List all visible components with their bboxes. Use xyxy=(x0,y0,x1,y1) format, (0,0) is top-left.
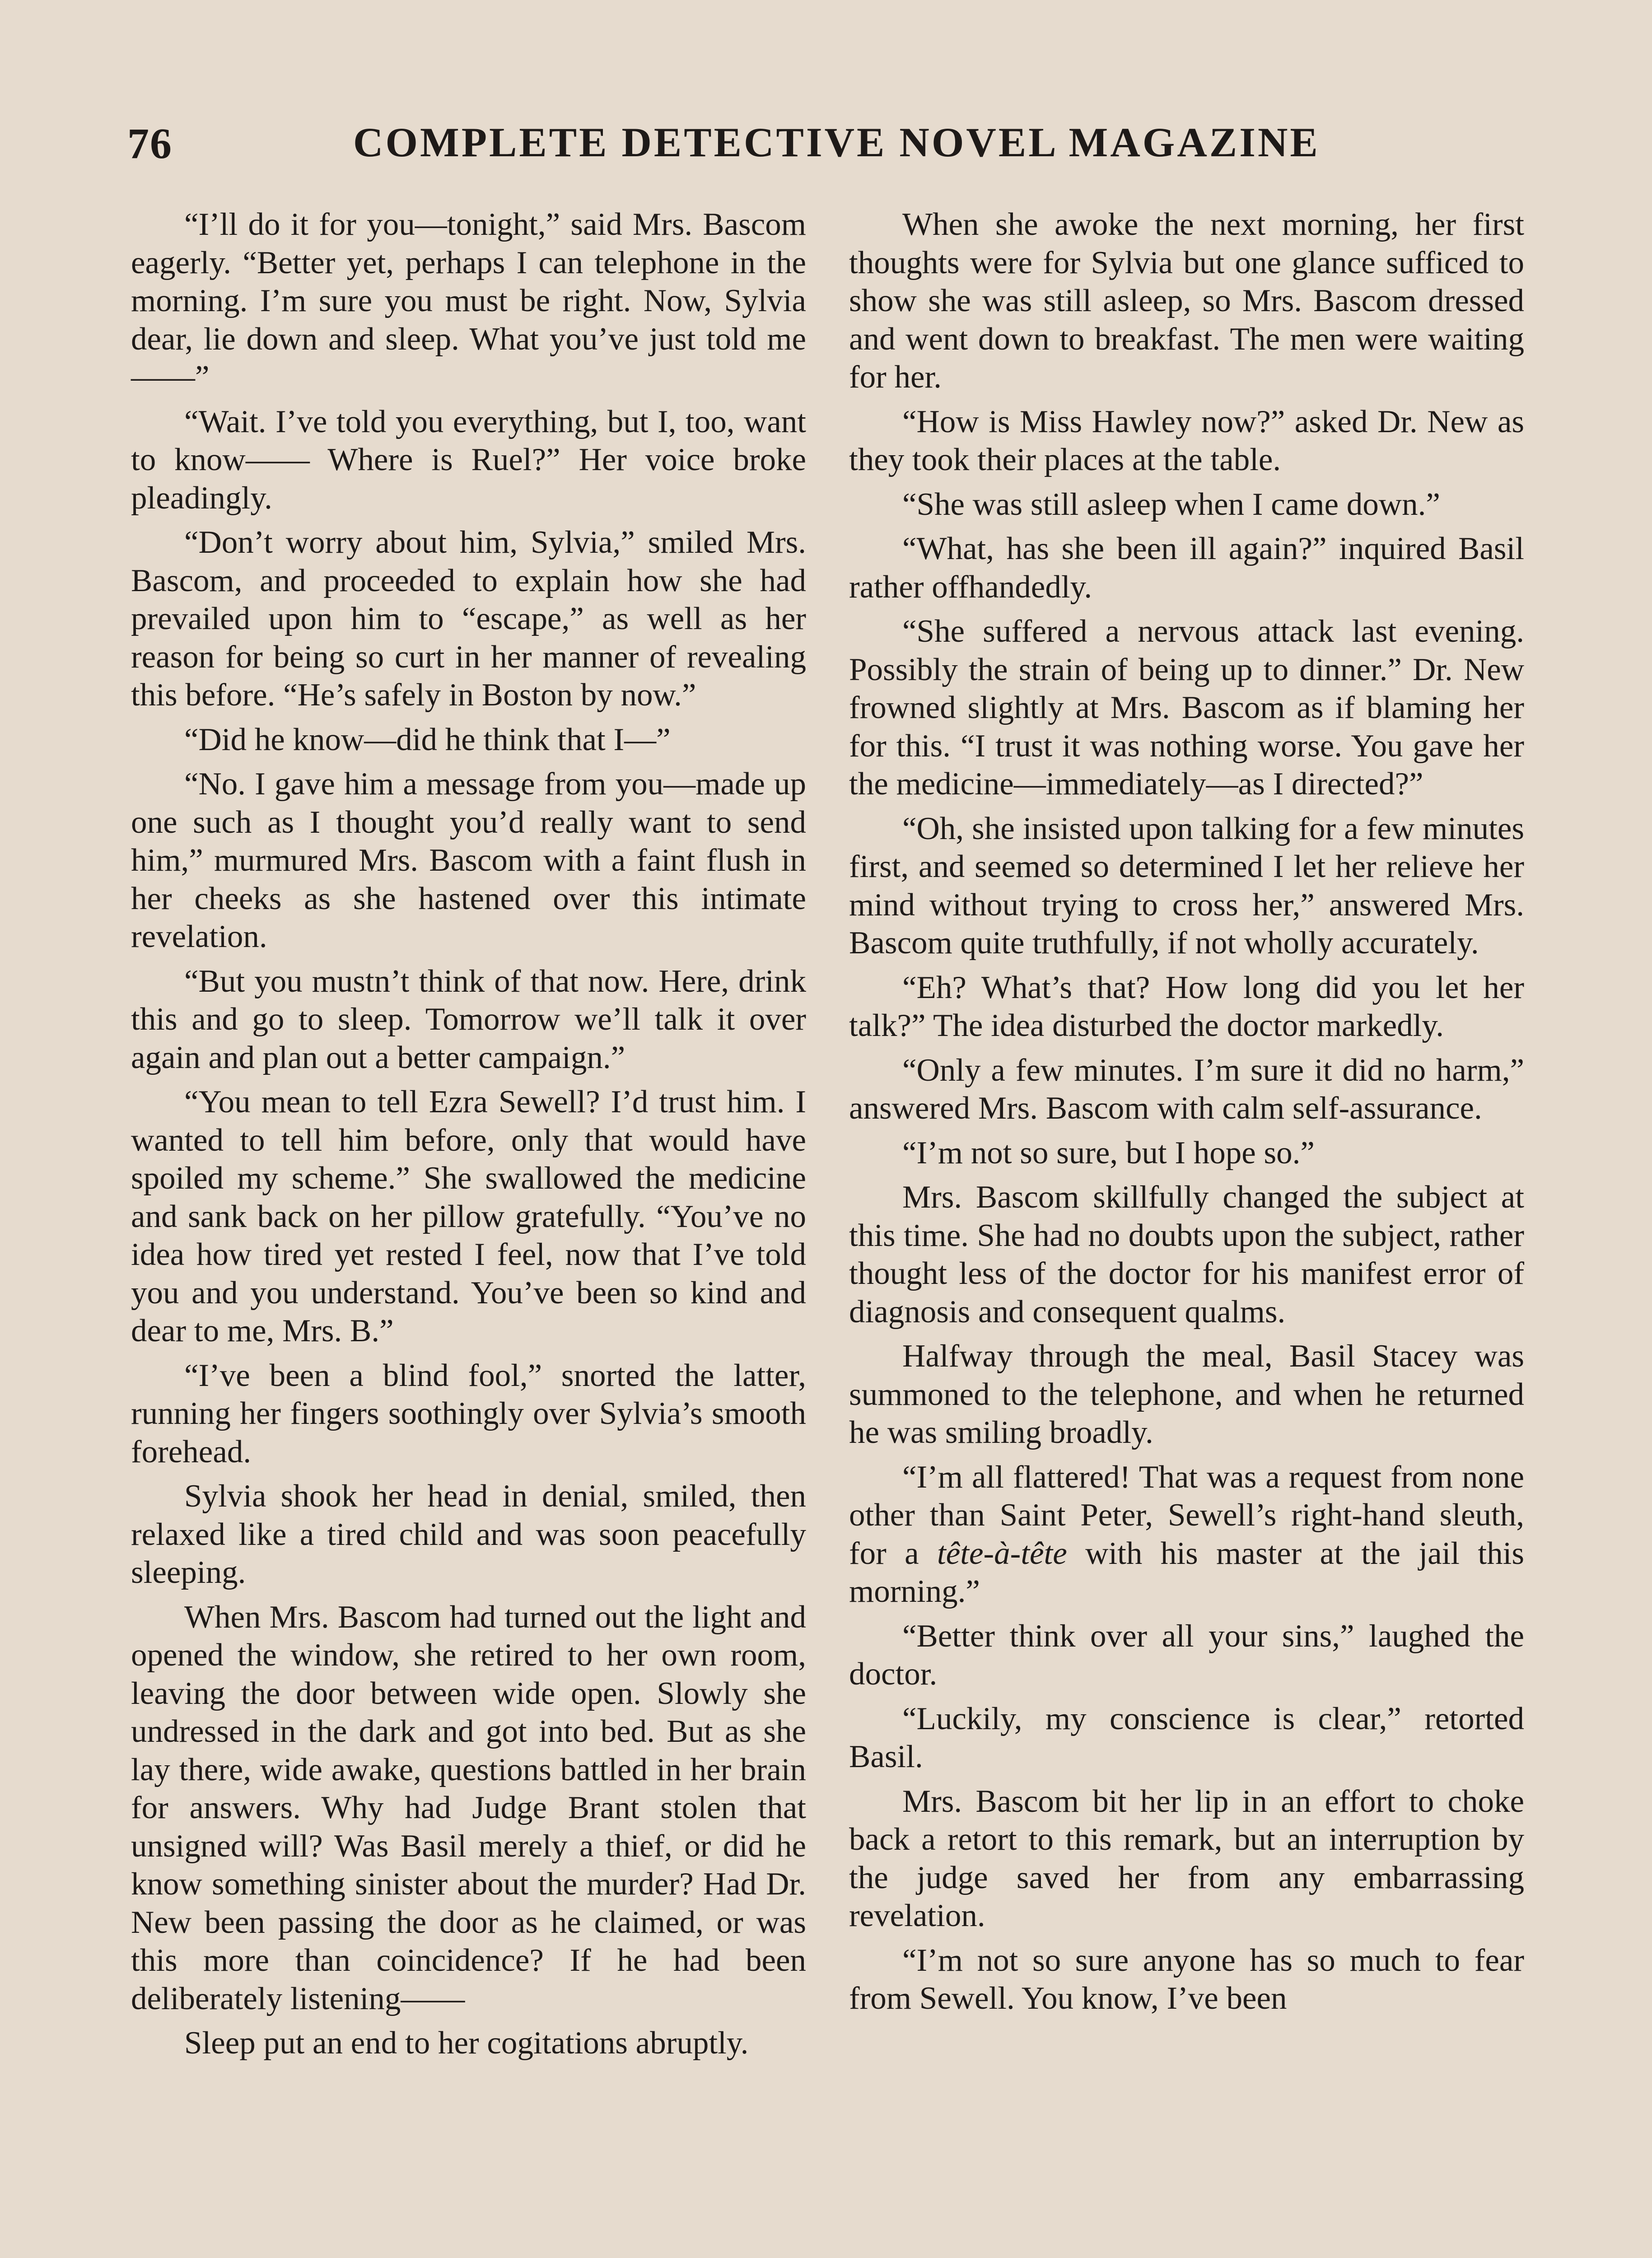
paragraph: Sleep put an end to her cogitations abruptly. xyxy=(184,2025,749,2061)
paragraph: “Eh? What’s that? How long did you let her talk?” The idea disturbed the doctor markedly. xyxy=(849,970,1524,1043)
right-column xyxy=(849,205,1524,2024)
paragraph: “She suffered a nervous attack last evening. Possibly the strain of being up to dinner.” Dr. New frowned slightly at Mrs. Bascom as if blaming her for this. “I trust it was nothing worse. You gave her the medicine—immediately—as I directed?” xyxy=(849,614,1524,802)
magazine-title: COMPLETE DETECTIVE NOVEL MAGAZINE xyxy=(353,119,1320,165)
text-run: with his master at the jail this morning.” xyxy=(849,1535,1524,1609)
paragraph: “Luckily, my conscience is clear,” retorted Basil. xyxy=(849,1701,1524,1774)
page-header xyxy=(127,118,1320,168)
paragraph: “I’ll do it for you—tonight,” said Mrs. Bascom eagerly. “Better yet, perhaps I can telephone in the morning. I’m sure you must be right. Now, Sylvia dear, lie down and sleep. What you’ve just told me——” xyxy=(131,207,806,395)
paragraph: Mrs. Bascom skillfully changed the subject at this time. She had no doubts upon the subject, rather thought less of the doctor for his manifest error of diagnosis and consequent qualms. xyxy=(849,1180,1524,1330)
page-number: 76 xyxy=(127,119,173,168)
paragraph: “She was still asleep when I came down.” xyxy=(902,486,1440,522)
italic-phrase: tête-à-tête xyxy=(937,1535,1067,1571)
paragraph: “Better think over all your sins,” laughed the doctor. xyxy=(849,1618,1524,1692)
paragraph: “Don’t worry about him, Sylvia,” smiled Mrs. Bascom, and proceeded to explain how she had prevailed upon him to “escape,” as well as her reason for being so curt in her manner of revealing this before. “He’s safely in Boston by now.” xyxy=(131,525,806,713)
paragraph: “How is Miss Hawley now?” asked Dr. New as they took their places at the table. xyxy=(849,404,1524,477)
paragraph: “Oh, she insisted upon talking for a few minutes first, and seemed so determined I let her relieve her mind without trying to cross her,” answered Mrs. Bascom quite truthfully, if not wholly accurately. xyxy=(849,811,1524,961)
paragraph: When Mrs. Bascom had turned out the light and opened the window, she retired to her own room, leaving the door between wide open. Slowly she undressed in the dark and got into bed. But as she lay there, wide awake, questions battled in her brain for answers. Why had Judge Brant stolen that unsigned will? Was Basil merely a thief, or did he know something sinister about the murder? Had Dr. New been passing the door as he claimed, or was this more than coincidence? If he had been deliberately listening—— xyxy=(131,1599,806,2016)
left-column xyxy=(131,205,806,2069)
paragraph: “What, has she been ill again?” inquired Basil rather offhandedly. xyxy=(849,531,1524,605)
paragraph: “But you mustn’t think of that now. Here, drink this and go to sleep. Tomorrow we’ll talk it over again and plan out a better campaign.” xyxy=(131,963,806,1075)
paragraph: Halfway through the meal, Basil Stacey was summoned to the telephone, and when he returned he was smiling broadly. xyxy=(849,1339,1524,1450)
paragraph: “Wait. I’ve told you everything, but I, too, want to know—— Where is Ruel?” Her voice broke pleadingly. xyxy=(131,404,806,516)
paragraph: “Only a few minutes. I’m sure it did no harm,” answered Mrs. Bascom with calm self-assurance. xyxy=(849,1052,1524,1126)
paragraph: “I’ve been a blind fool,” snorted the latter, running her fingers soothingly over Sylvia’s smooth forehead. xyxy=(131,1358,806,1470)
paragraph: Sylvia shook her head in denial, smiled, then relaxed like a tired child and was soon peacefully sleeping. xyxy=(131,1479,806,1590)
paragraph: Mrs. Bascom bit her lip in an effort to choke back a retort to this remark, but an interruption by the judge saved her from any embarrassing revelation. xyxy=(849,1783,1524,1933)
text-run: “I’m all flattered! That was a request from none other than Saint Peter, Sewell’s right-hand sleuth, for a xyxy=(849,1459,1524,1571)
paragraph: “I’m not so sure, but I hope so.” xyxy=(902,1135,1315,1171)
paragraph: “No. I gave him a message from you—made up one such as I thought you’d really want to send him,” murmured Mrs. Bascom with a faint flush in her cheeks as she hastened over this intimate revelation. xyxy=(131,766,806,954)
paragraph: “Did he know—did he think that I—” xyxy=(184,722,671,757)
paragraph: “I’m not so sure anyone has so much to fear from Sewell. You know, I’ve been xyxy=(849,1942,1524,2016)
paragraph: “You mean to tell Ezra Sewell? I’d trust him. I wanted to tell him before, only that would have spoiled my scheme.” She swallowed the medicine and sank back on her pillow gratefully. “You’ve no idea how tired yet rested I feel, now that I’ve told you and you understand. You’ve been so kind and dear to me, Mrs. B.” xyxy=(131,1084,806,1348)
paragraph xyxy=(849,1458,1524,1611)
paragraph: When she awoke the next morning, her first thoughts were for Sylvia but one glance sufficed to show she was still asleep, so Mrs. Bascom dressed and went down to breakfast. The men were waiting for her. xyxy=(849,207,1524,395)
